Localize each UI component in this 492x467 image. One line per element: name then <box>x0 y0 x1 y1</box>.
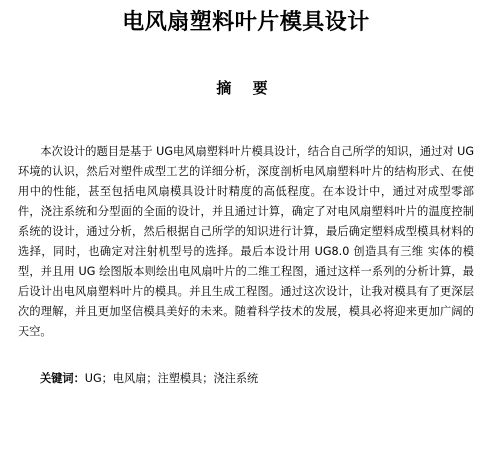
keywords-text: UG；电风扇；注塑模具；浇注系统 <box>84 372 259 385</box>
abstract-body: 本次设计的题目是基于 UG电风扇塑料叶片模具设计，结合自己所学的知识，通过对 UG 环境的认识，然后对塑件成型工艺的详细分析，深度剖析电风扇塑料叶片的结构形式、在使用中的性能，甚至包括电风扇模具设计时精度的高低程度。在本设计中，通过对成型零部件，浇注系统和分型面的全面的设计，并且通过计算，确定了对电风扇塑料叶片的温度控制系统的设计，通过分析，然后根据自己所学的知识进行计算，最后确定塑料成型模具材料的选择，同时，也确定对注射机型号的选择。最后本设计用 UG8.0 创造具有三维 实体的模型，并且用 UG 绘图版本则绘出电风扇叶片的二维工程图，通过这样一系列的分析计算，最后设计出电风扇塑料叶片的模具。并且生成工程图。通过这次设计，让我对模具有了更深层次的理解，并且更加坚信模具美好的未来。随着科学技术的发展，模具必将迎来更加广阔的天空。 <box>18 145 474 338</box>
keywords-label: 关键词： <box>40 372 85 385</box>
abstract-heading: 摘 要 <box>216 79 276 97</box>
keywords-line <box>40 369 470 389</box>
document-title: 电风扇塑料叶片模具设计 <box>122 10 370 35</box>
